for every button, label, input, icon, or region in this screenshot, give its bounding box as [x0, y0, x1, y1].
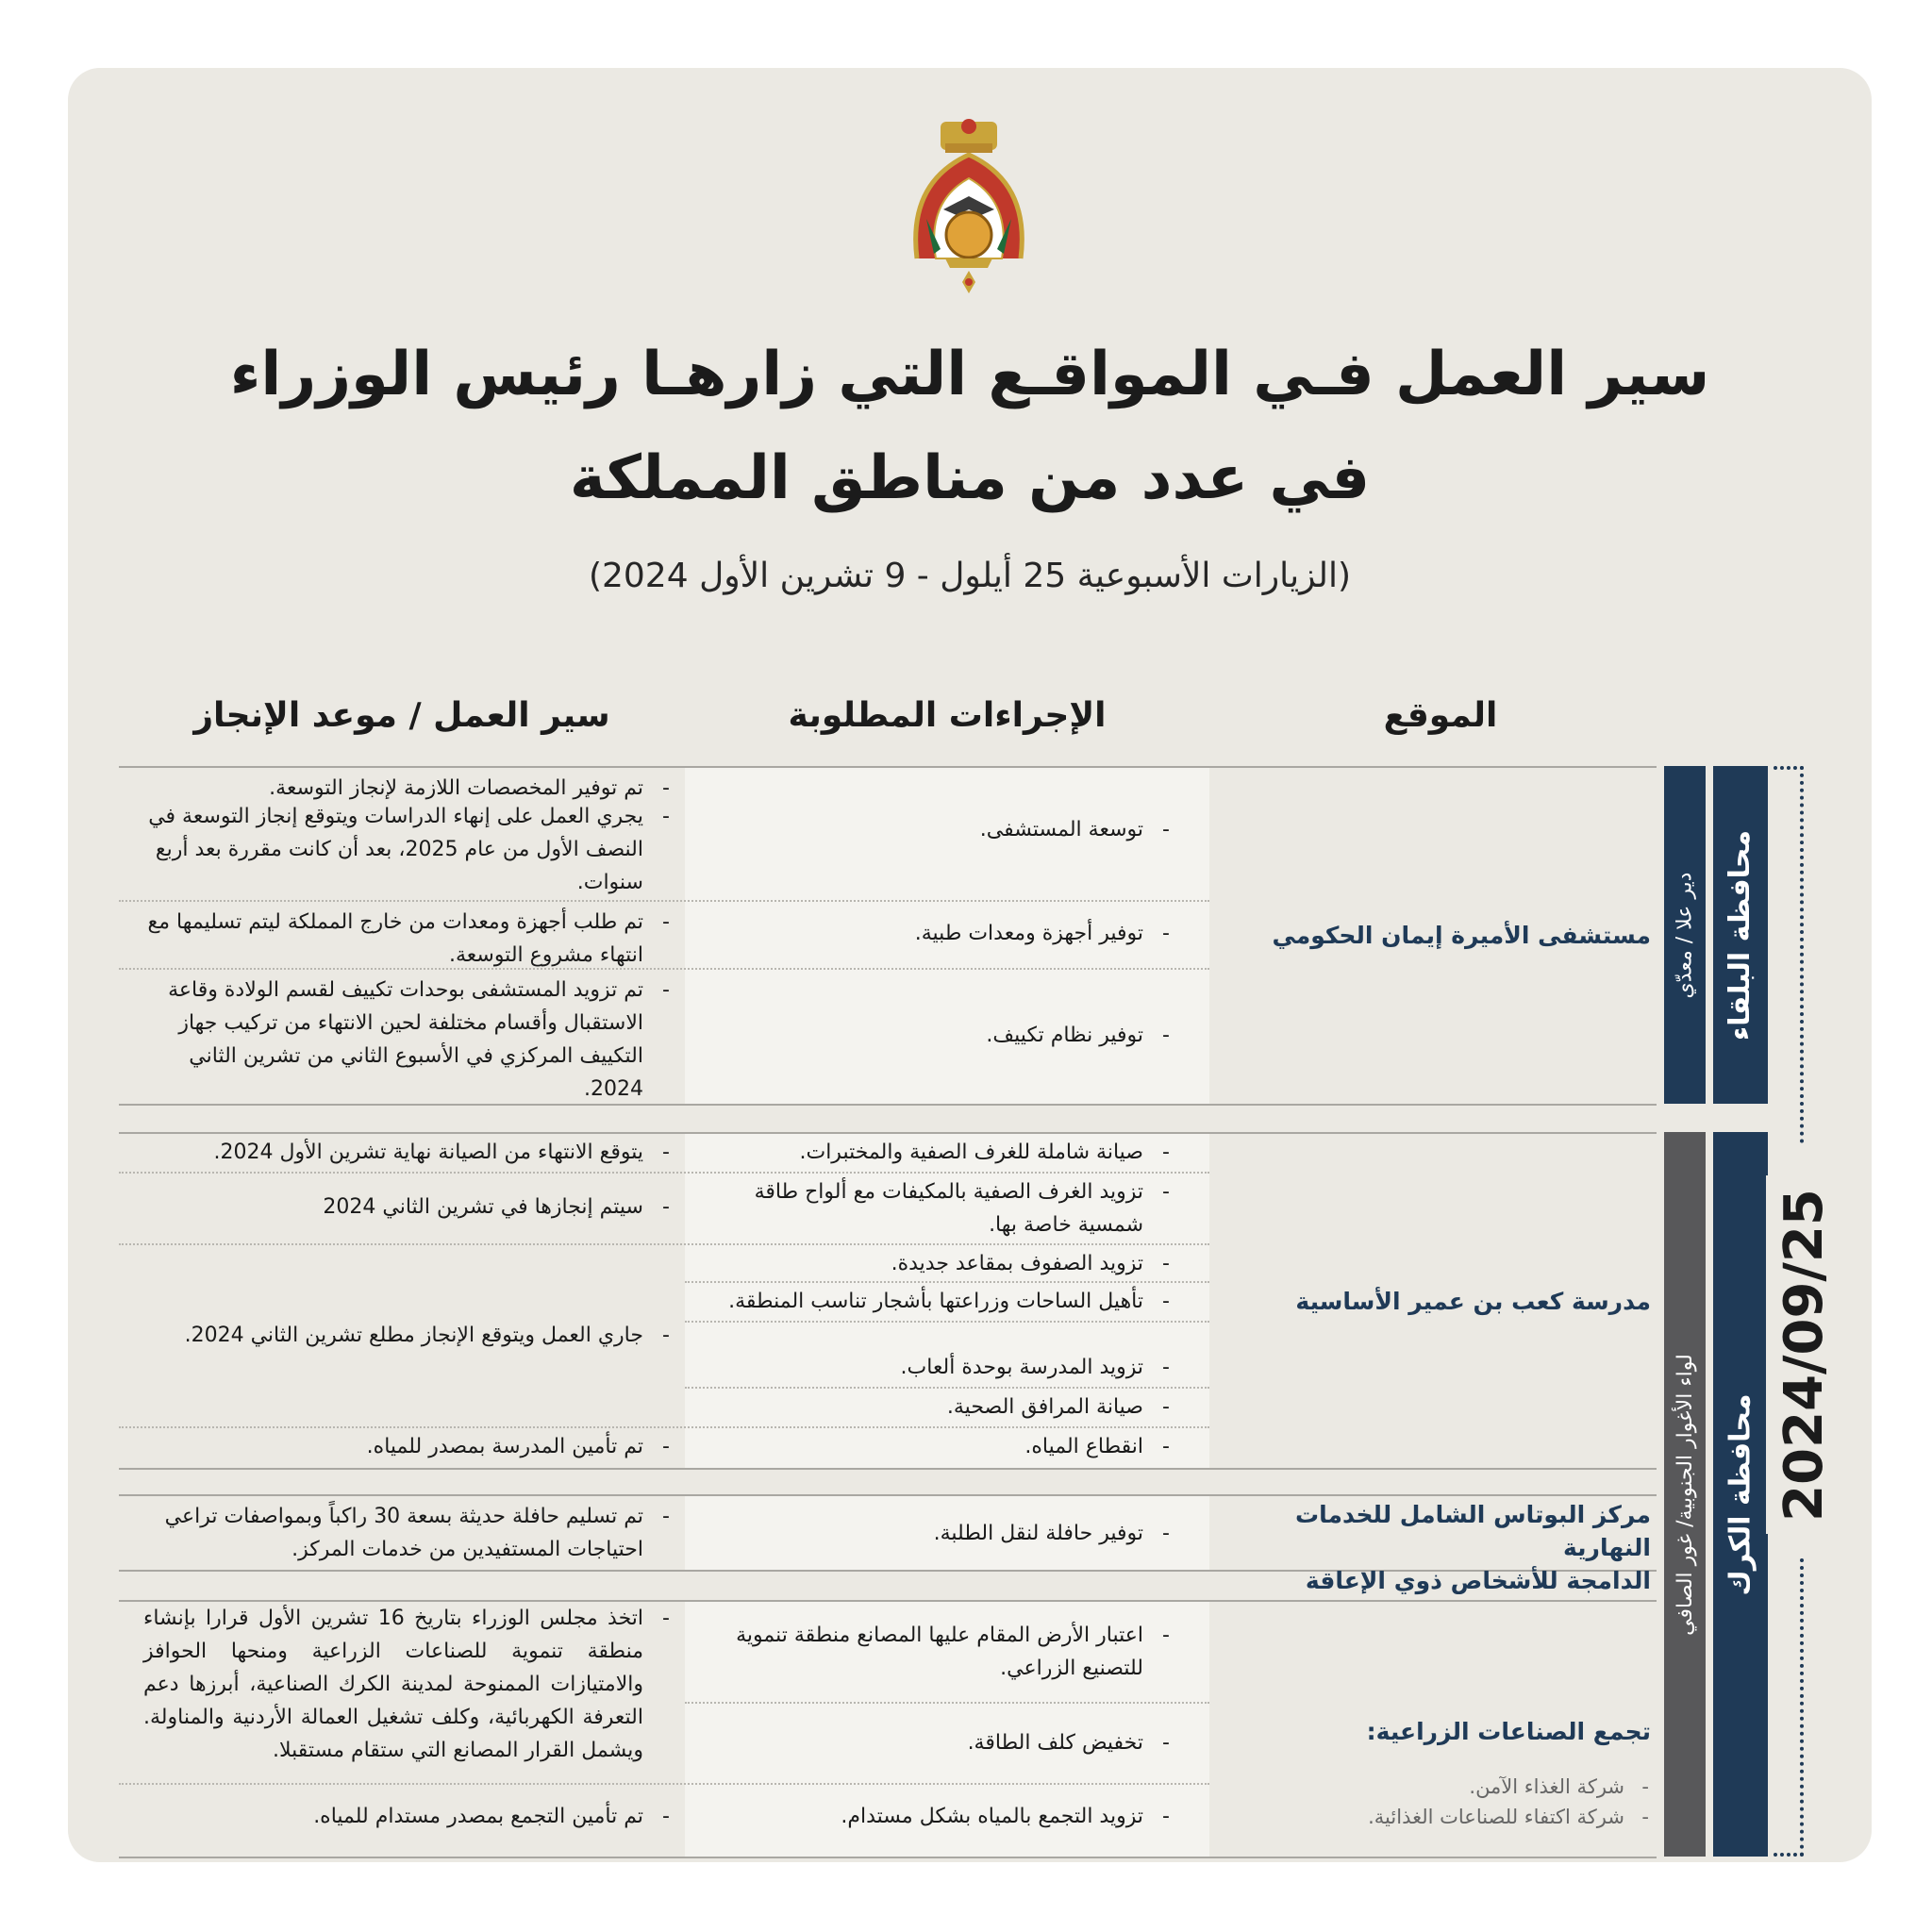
- progress-item: - تم تأمين التجمع بمصدر مستدام للمياه.: [313, 1805, 670, 1828]
- company-item: - شركة الغذاء الآمن.: [1469, 1775, 1649, 1798]
- action-item: - تخفيض كلف الطاقة.: [967, 1731, 1170, 1755]
- row-divider: [685, 1281, 1209, 1283]
- progress-item: - يتوقع الانتهاء من الصيانة نهاية تشرين الأول 2024.: [213, 1141, 670, 1164]
- infographic-card: [68, 68, 1872, 1862]
- action-item: - تزويد المدرسة بوحدة ألعاب.: [900, 1356, 1170, 1379]
- divider: [119, 1132, 1657, 1134]
- divider: [119, 766, 1657, 768]
- location-hospital: مستشفى الأميرة إيمان الحكومي: [1272, 922, 1651, 949]
- progress-item: - تم طلب أجهزة ومعدات من خارج المملكة ليتم تسليمها مع انتهاء مشروع التوسعة.: [147, 910, 670, 967]
- action-item: - تأهيل الساحات وزراعتها بأشجار تناسب المنطقة.: [728, 1290, 1170, 1313]
- jordan-coat-of-arms-icon: [898, 117, 1040, 296]
- page-subtitle: (الزيارات الأسبوعية 25 أيلول - 9 تشرين الأول 2024): [588, 557, 1352, 595]
- district-label-karak: لواء الأغوار الجنوبية/ غور الصافي: [1664, 1132, 1706, 1857]
- governorate-label-balqa: محافظة البلقاء: [1713, 766, 1768, 1104]
- progress-item: - تم تسليم حافلة حديثة بسعة 30 راكباً وبمواصفات تراعي احتياجات المستفيدين من خدمات المركز.: [164, 1505, 670, 1561]
- action-item: - تزويد الغرف الصفية بالمكيفات مع ألواح طاقة شمسية خاصة بها.: [754, 1180, 1170, 1237]
- date-bracket: [1800, 1558, 1804, 1857]
- row-divider: [119, 900, 1209, 902]
- progress-item: - تم تزويد المستشفى بوحدات تكييف لقسم الولادة وقاعة الاستقبال وأقسام مختلفة لحين الانتهاء من تركيب جهاز التكييف المركزي في الأسبوع الثاني من تشرين الثاني 2024.: [168, 978, 670, 1101]
- action-item: - توفير حافلة لنقل الطلبة.: [933, 1522, 1170, 1545]
- divider: [119, 1494, 1657, 1496]
- progress-item: - تم تأمين المدرسة بمصدر للمياه.: [366, 1435, 670, 1458]
- progress-item: - سيتم إنجازها في تشرين الثاني 2024: [323, 1195, 670, 1219]
- action-item: - توفير أجهزة ومعدات طبية.: [914, 922, 1170, 945]
- progress-item: - يجري العمل على إنهاء الدراسات ويتوقع إنجاز التوسعة في النصف الأول من عام 2025، بعد أن كانت مقررة بعد أربع سنوات.: [148, 805, 670, 894]
- location-center: مركز البوتاس الشامل للخدمات النهارية الدامجة للأشخاص ذوي الإعاقة: [1295, 1501, 1651, 1594]
- action-item: - صيانة شاملة للغرف الصفية والمختبرات.: [799, 1141, 1170, 1164]
- page-title-line1: سير العمل فـي المواقـع التي زارهـا رئيس الوزراء: [229, 340, 1710, 409]
- column-header-location: الموقع: [1383, 696, 1498, 735]
- progress-item: - جاري العمل ويتوقع الإنجاز مطلع تشرين الثاني 2024.: [184, 1324, 670, 1347]
- district-label-balqa: دير علا / معدّي: [1664, 766, 1706, 1104]
- row-divider: [119, 1783, 1209, 1785]
- governorate-label-karak: محافظة الكرك: [1713, 1132, 1768, 1857]
- page-title-line2: في عدد من مناطق المملكة: [569, 443, 1371, 513]
- action-item: - تزويد التجمع بالمياه بشكل مستدام.: [841, 1805, 1170, 1828]
- action-item: - تزويد الصفوف بمقاعد جديدة.: [891, 1252, 1170, 1275]
- row-divider: [685, 1321, 1209, 1323]
- row-divider: [119, 1243, 1209, 1245]
- action-item: - انقطاع المياه.: [1024, 1435, 1170, 1458]
- action-item: - توسعة المستشفى.: [979, 818, 1170, 841]
- progress-item: - اتخذ مجلس الوزراء بتاريخ 16 تشرين الأول قرارا بإنشاء منطقة تنموية للصناعات الزراعية ومنحها الحوافز والامتيازات الممنوحة لمدينة الكرك الصناعية، أبرزها دعم التعرفة الكهربائية، وكلف تشغيل العمالة الأردنية والمناولة. ويشمل القرار المصانع التي ستقام مستقبلا.: [143, 1607, 670, 1762]
- visit-date: 2024/09/25: [1766, 1175, 1841, 1534]
- divider: [119, 1857, 1657, 1858]
- divider: [119, 1468, 1657, 1470]
- progress-item: - تم توفير المخصصات اللازمة لإنجاز التوسعة.: [269, 776, 670, 800]
- row-divider: [685, 1387, 1209, 1389]
- company-item: - شركة اكتفاء للصناعات الغذائية.: [1368, 1806, 1649, 1828]
- action-item: - اعتبار الأرض المقام عليها المصانع منطقة تنموية للتصنيع الزراعي.: [736, 1624, 1170, 1680]
- row-divider: [119, 1172, 1209, 1174]
- location-school: مدرسة كعب بن عمير الأساسية: [1295, 1288, 1651, 1315]
- row-divider: [685, 1702, 1209, 1704]
- column-header-actions: الإجراءات المطلوبة: [788, 696, 1107, 735]
- row-divider: [119, 1426, 1209, 1428]
- column-header-progress: سير العمل / موعد الإنجاز: [193, 696, 610, 735]
- location-cluster: تجمع الصناعات الزراعية:: [1366, 1718, 1651, 1745]
- date-bracket: [1800, 766, 1804, 1143]
- action-item: - توفير نظام تكييف.: [986, 1024, 1170, 1047]
- date-bracket: [1774, 1853, 1804, 1857]
- action-item: - صيانة المرافق الصحية.: [946, 1395, 1170, 1419]
